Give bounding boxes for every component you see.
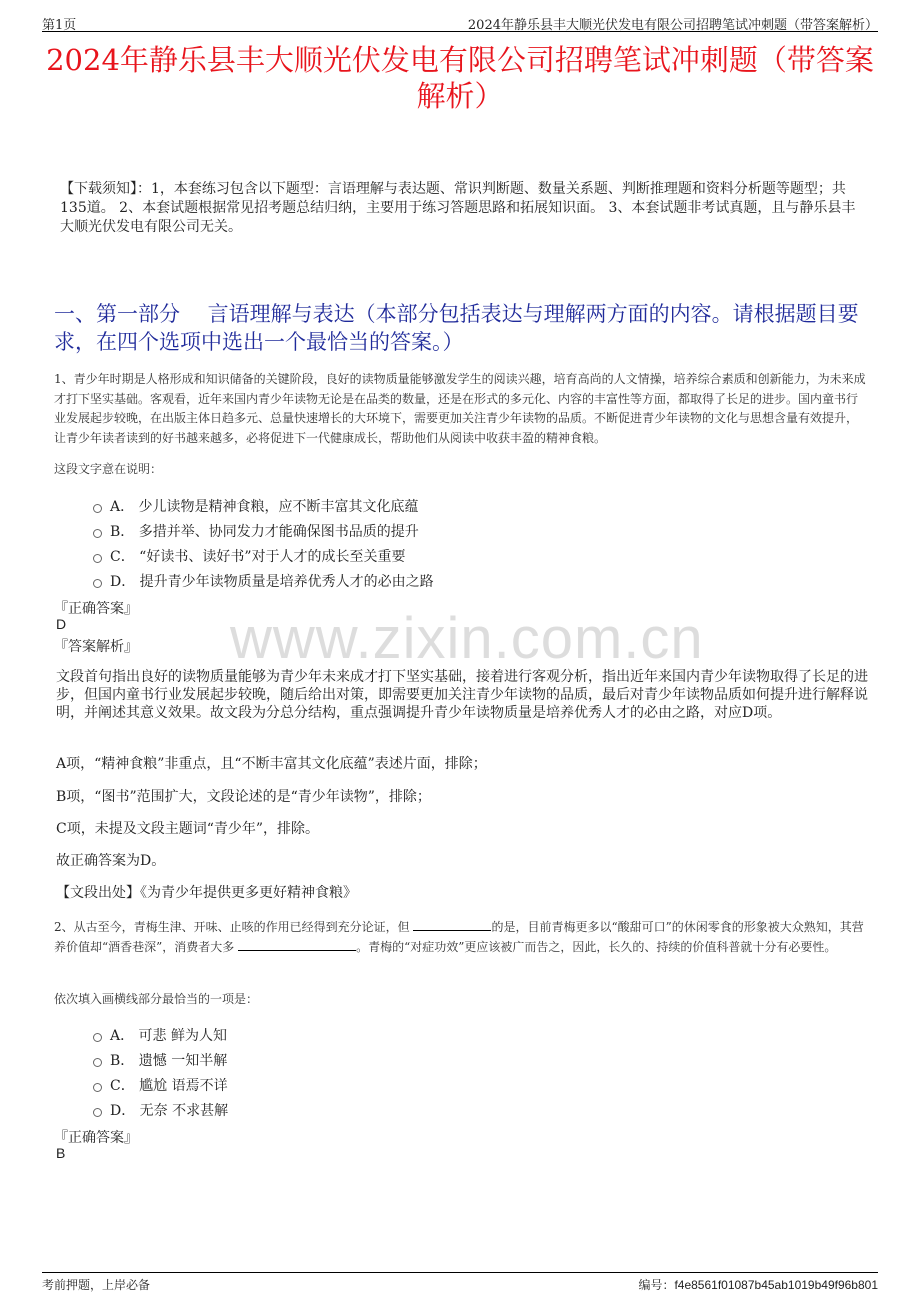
option-label: D． 无奈 不求甚解 bbox=[110, 1103, 229, 1119]
analysis-label: 『答案解析』 bbox=[54, 639, 138, 655]
answer-value: D bbox=[56, 616, 67, 632]
fill-blank bbox=[413, 930, 491, 931]
fill-blank bbox=[238, 950, 356, 951]
option-d[interactable] bbox=[93, 1100, 228, 1120]
option-d[interactable] bbox=[93, 571, 434, 591]
question-1-text: 1、青少年时期是人格形成和知识储备的关键阶段，良好的读物质量能够激发学生的阅读兴趣，培育高尚的人文情操，培养综合素质和创新能力，为未来成才打下坚实基础。客观看，近年来国内青少年读物无论是在品类的数量，还是在形式的多元化、内容的丰富性等方面，都取得了长足的进步。国内童书行业发展起步较晚，在出版主体日趋多元、总量快速增长的大环境下，需要更加关注青少年读物的品质。不断促进青少年读物的文化与思想含量有效提升，让青少年读者读到的好书越来越多，必将促进下一代健康成长，帮助他们从阅读中收获丰盈的精神食粮。 bbox=[54, 372, 866, 445]
analysis-note: B项，“图书”范围扩大，文段论述的是“青少年读物”，排除； bbox=[56, 789, 431, 805]
answer-value: B bbox=[56, 1145, 66, 1161]
radio-icon[interactable] bbox=[93, 554, 102, 563]
option-label: D． 提升青少年读物质量是培养优秀人才的必由之路 bbox=[110, 574, 434, 590]
watermark: www.zixin.com.cn bbox=[230, 606, 704, 671]
header-doc-title: 2024年静乐县丰大顺光伏发电有限公司招聘笔试冲刺题（带答案解析） bbox=[467, 18, 878, 33]
option-c[interactable] bbox=[93, 546, 405, 566]
question-1-prompt: 这段文字意在说明： bbox=[54, 462, 163, 476]
footer-slogan: 考前押题，上岸必备 bbox=[42, 1278, 151, 1292]
answer-label: 『正确答案』 bbox=[54, 601, 138, 617]
q2-text-part: 的是，目前青梅更多以“酸甜可口”的休闲零食的形象被大众熟知，其营养价值却“酒香巷深”，消费者大多 bbox=[54, 920, 864, 954]
radio-icon[interactable] bbox=[93, 1033, 102, 1042]
option-label: C． “好读书、读好书”对于人才的成长至关重要 bbox=[110, 549, 406, 565]
radio-icon[interactable] bbox=[93, 529, 102, 538]
option-b[interactable] bbox=[93, 1050, 227, 1070]
option-a[interactable] bbox=[93, 1025, 227, 1045]
radio-icon[interactable] bbox=[93, 1083, 102, 1092]
option-a[interactable] bbox=[93, 496, 419, 516]
option-label: A． 少儿读物是精神食粮，应不断丰富其文化底蕴 bbox=[110, 499, 419, 515]
question-2-prompt: 依次填入画横线部分最恰当的一项是： bbox=[54, 992, 259, 1006]
analysis-note: C项，未提及文段主题词“青少年”，排除。 bbox=[56, 821, 320, 837]
option-c[interactable] bbox=[93, 1075, 228, 1095]
radio-icon[interactable] bbox=[93, 579, 102, 588]
radio-icon[interactable] bbox=[93, 1108, 102, 1117]
page-header bbox=[42, 14, 878, 32]
q2-text-part: 2、从古至今，青梅生津、开味、止咳的作用已经得到充分论证，但 bbox=[54, 920, 410, 934]
page-number: 第1页 bbox=[42, 18, 77, 33]
question-2-text bbox=[54, 918, 868, 957]
option-label: A． 可悲 鲜为人知 bbox=[110, 1028, 228, 1044]
analysis-text: 文段首句指出良好的读物质量能够为青少年未来成才打下坚实基础，接着进行客观分析，指出近年来国内青少年读物取得了长足的进步，但国内童书行业发展起步较晚，随后给出对策，即需要更加关注青少年读物的品质，最后对青少年读物品质如何提升进行解释说明，并阐述其意义效果。故文段为分总分结构，重点强调提升青少年读物质量是培养优秀人才的必由之路，对应D项。 bbox=[56, 669, 868, 721]
source-citation: 【文段出处】《为青少年提供更多更好精神食粮》 bbox=[56, 885, 357, 901]
section-heading: 一、第一部分 言语理解与表达（本部分包括表达与理解两方面的内容。请根据题目要求，在四个选项中选出一个最恰当的答案。） bbox=[54, 302, 859, 354]
document-title: 2024年静乐县丰大顺光伏发电有限公司招聘笔试冲刺题（带答案解析） bbox=[46, 43, 874, 113]
analysis-note: 故正确答案为D。 bbox=[56, 853, 166, 869]
answer-label: 『正确答案』 bbox=[54, 1130, 138, 1146]
radio-icon[interactable] bbox=[93, 504, 102, 513]
download-notice: 【下载须知】：1，本套练习包含以下题型：言语理解与表达题、常识判断题、数量关系题、判断推理题和资料分析题等题型；共135道。 2、本套试题根据常见招考题总结归纳，主要用于练习答题思路和拓展知识面。 3、本套试题非考试真题，且与静乐县丰大顺光伏发电有限公司无关。 bbox=[60, 181, 856, 235]
q2-text-part: 。青梅的“对症功效”更应该被广而告之，因此，长久的、持续的价值科普就十分有必要性。 bbox=[356, 939, 837, 954]
option-label: C． 尴尬 语焉不详 bbox=[110, 1078, 228, 1094]
option-label: B． 遗憾 一知半解 bbox=[110, 1053, 228, 1069]
footer-id: 编号：f4e8561f01087b45ab1019b49f96b801 bbox=[638, 1278, 878, 1292]
page-footer bbox=[42, 1272, 878, 1293]
analysis-note: A项，“精神食粮”非重点，且“不断丰富其文化底蕴”表述片面，排除； bbox=[56, 756, 487, 772]
radio-icon[interactable] bbox=[93, 1058, 102, 1067]
option-b[interactable] bbox=[93, 521, 419, 541]
option-label: B． 多措并举、协同发力才能确保图书品质的提升 bbox=[110, 524, 419, 540]
